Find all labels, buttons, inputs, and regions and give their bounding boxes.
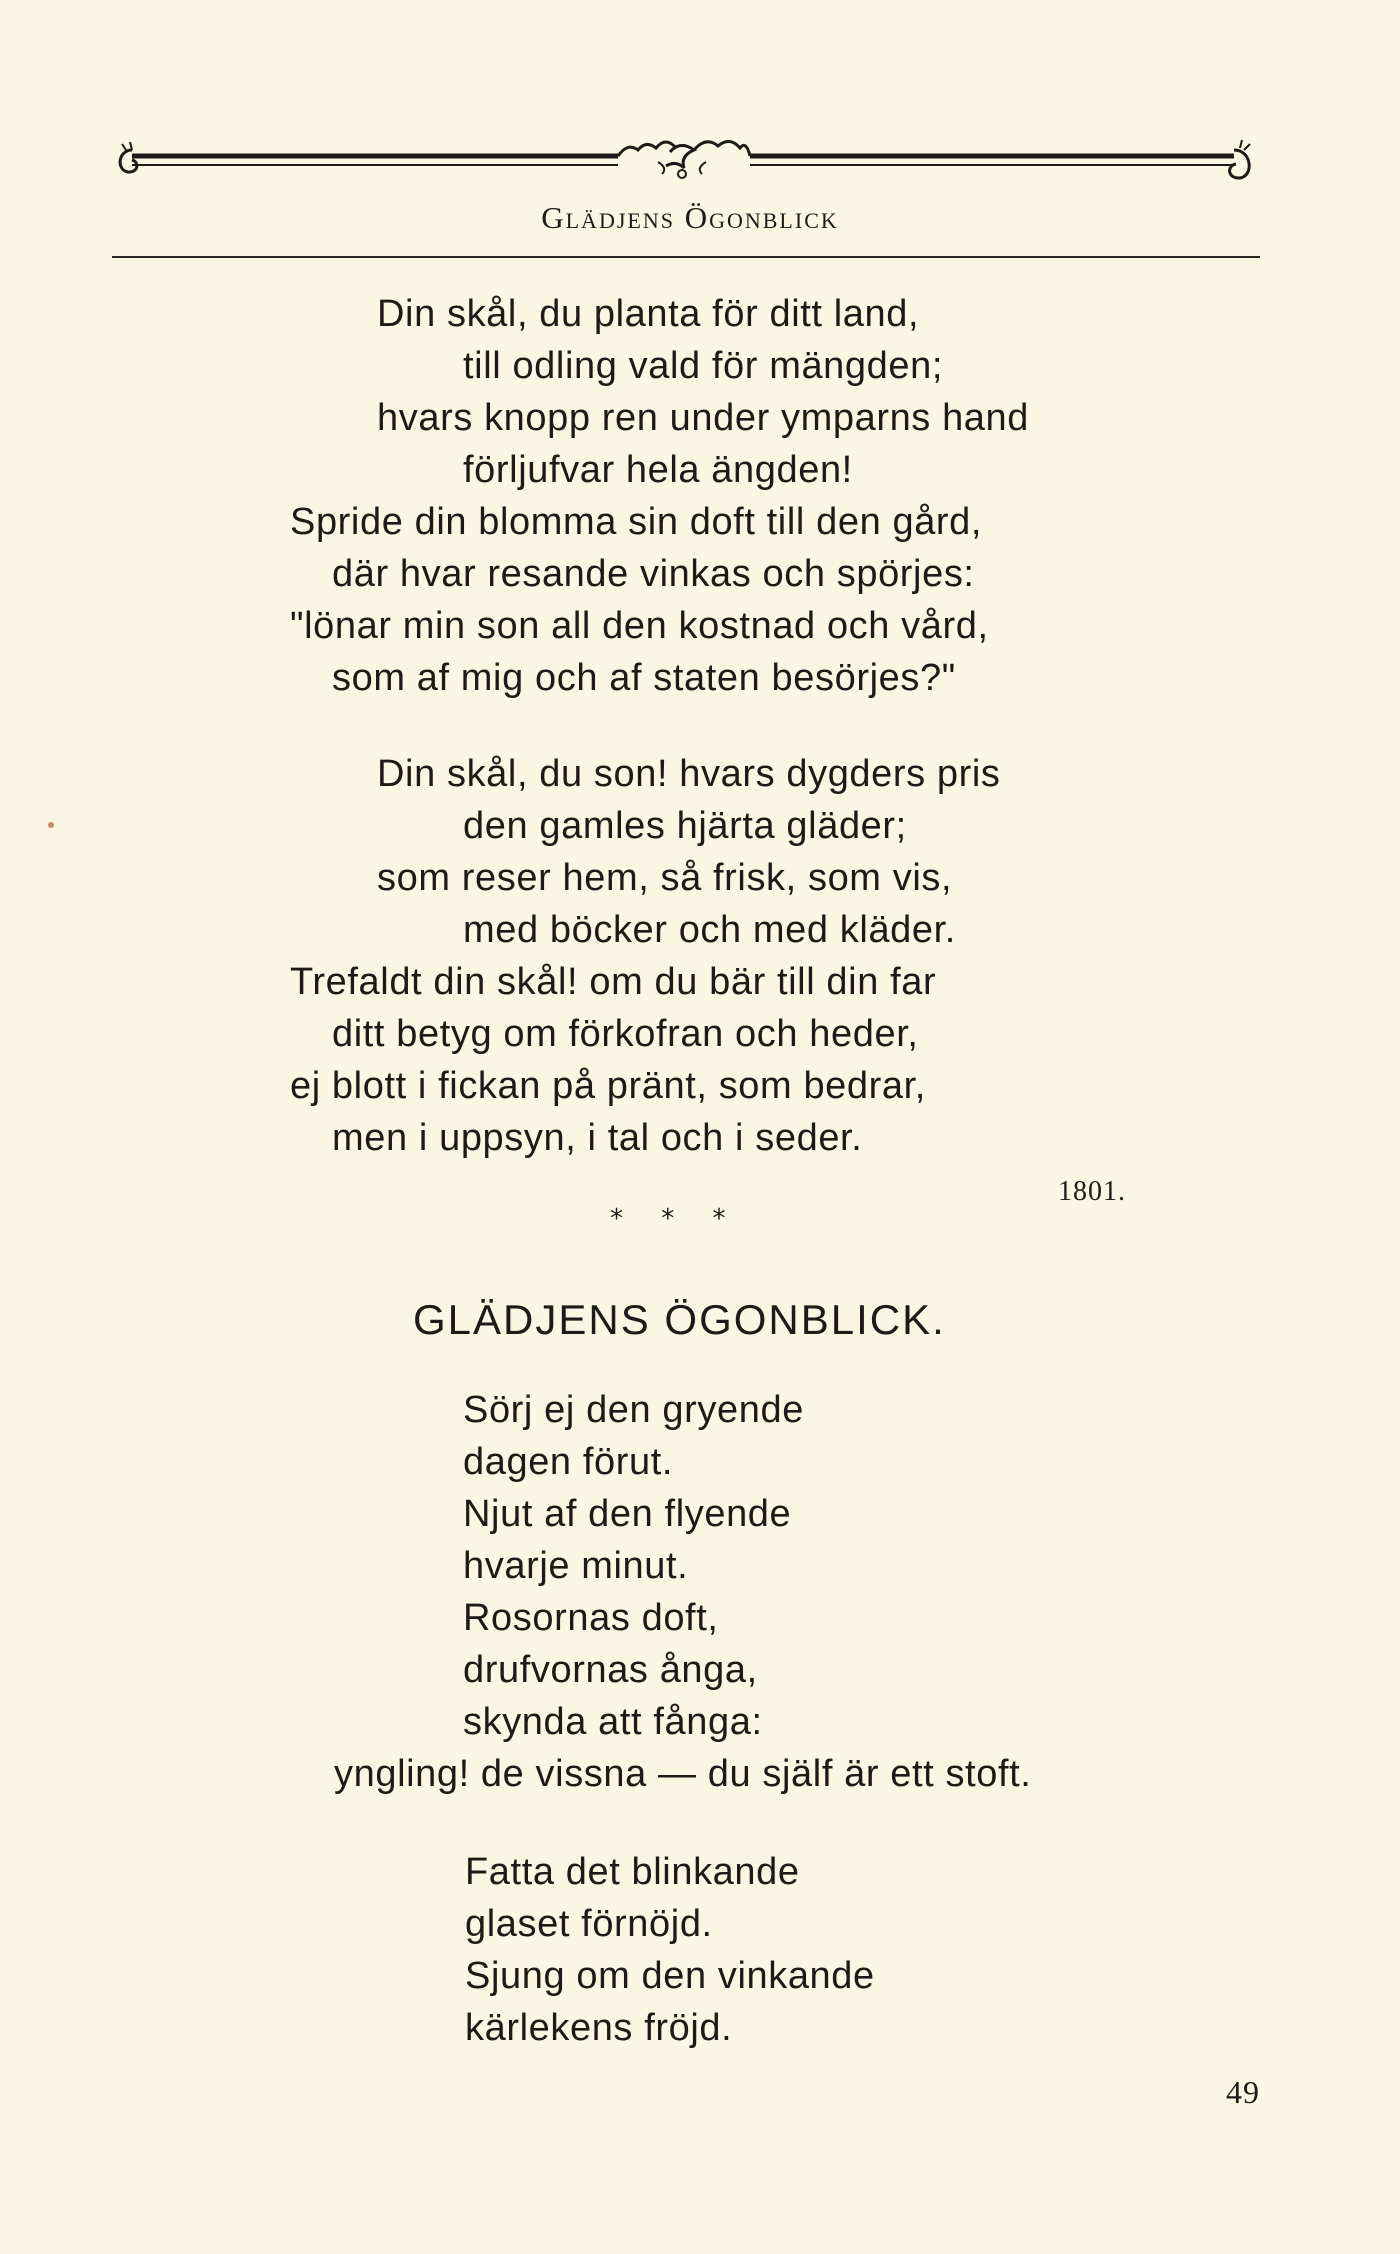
paper-speck — [48, 822, 54, 828]
running-head: Glädjens Ögonblick — [541, 200, 839, 235]
verse-line: där hvar resande vinkas och spörjes: — [332, 553, 975, 595]
verse-line: till odling vald för mängden; — [463, 345, 944, 387]
verse-line: Sörj ej den gryende — [463, 1389, 804, 1431]
verse-line: skynda att fånga: — [463, 1701, 763, 1743]
stanza-1 — [0, 288, 1029, 704]
header-ornament — [110, 128, 1260, 198]
verse-line: Rosornas doft, — [463, 1597, 719, 1639]
verse-line: Din skål, du planta för ditt land, — [377, 293, 920, 335]
verse-line: Njut af den flyende — [463, 1493, 792, 1535]
verse-line: Sjung om den vinkande — [465, 1955, 875, 1997]
verse-line: hvars knopp ren under ymparns hand — [377, 397, 1030, 439]
verse-line: som af mig och af staten besörjes?" — [332, 657, 956, 699]
verse-line: som reser hem, så frisk, som vis, — [377, 857, 953, 899]
verse-line: ej blott i fickan på pränt, som bedrar, — [290, 1065, 926, 1107]
verse-line: yngling! de vissna — du själf är ett stoft. — [334, 1753, 1032, 1795]
header-rule — [112, 256, 1260, 258]
verse-line: Fatta det blinkande — [465, 1851, 800, 1893]
verse-line: med böcker och med kläder. — [463, 909, 956, 951]
poem-title: GLÄDJENS ÖGONBLICK. — [413, 1296, 946, 1343]
verse-line: Spride din blomma sin doft till den gård, — [290, 501, 983, 543]
verse-line: kärlekens fröjd. — [465, 2007, 733, 2049]
stanza-2 — [0, 748, 1001, 1164]
verse-line: "lönar min son all den kostnad och vård, — [290, 605, 989, 647]
poem-date: 1801. — [1058, 1176, 1126, 1207]
verse-line: drufvornas ånga, — [463, 1649, 758, 1691]
verse-line: Trefaldt din skål! om du bär till din far — [290, 961, 937, 1003]
stanza-4 — [0, 1846, 875, 2054]
verse-line: dagen förut. — [463, 1441, 674, 1483]
verse-line: ditt betyg om förkofran och heder, — [332, 1013, 919, 1055]
verse-line: hvarje minut. — [463, 1545, 689, 1587]
verse-line: glaset förnöjd. — [465, 1903, 713, 1945]
stanza-3 — [0, 1384, 1031, 1800]
verse-line: Din skål, du son! hvars dygders pris — [377, 753, 1001, 795]
page-number: 49 — [1226, 2074, 1260, 2110]
verse-line: men i uppsyn, i tal och i seder. — [332, 1117, 863, 1159]
section-separator: * * * — [610, 1204, 726, 1234]
verse-line: förljufvar hela ängden! — [463, 449, 853, 491]
verse-line: den gamles hjärta gläder; — [463, 805, 907, 847]
